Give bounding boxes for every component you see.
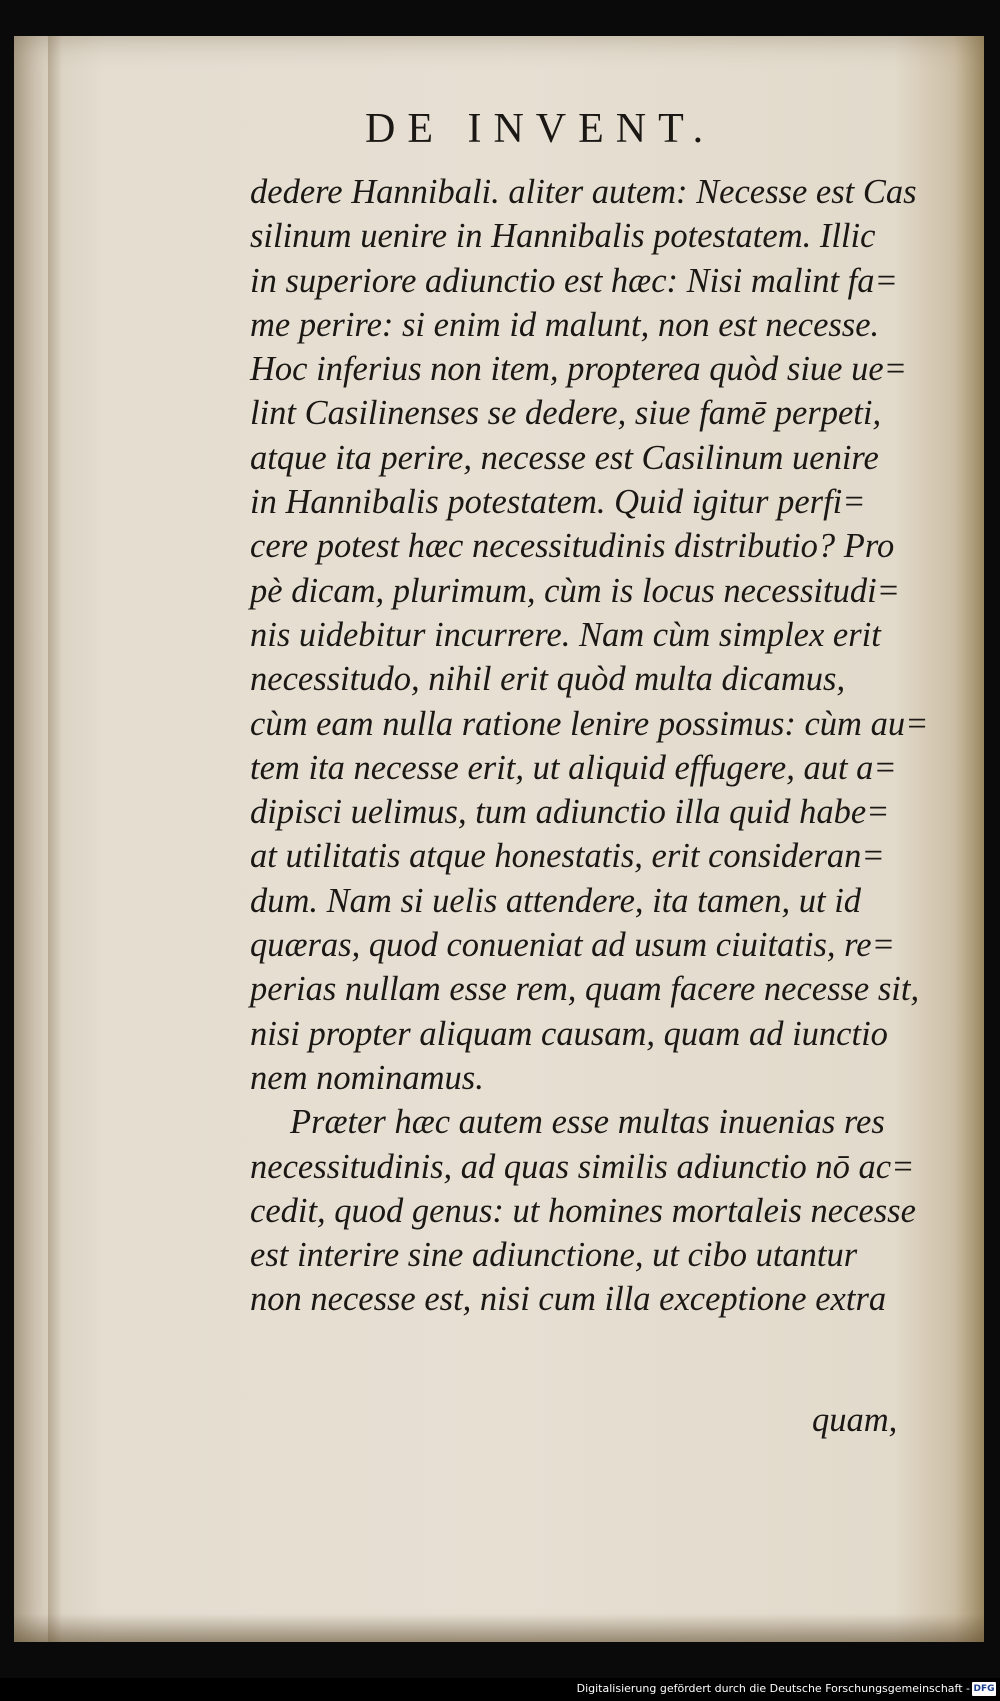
text-line: Præter hæc autem esse multas inuenias res xyxy=(290,1103,885,1142)
text-line: atque ita perire, necesse est Casilinum uenire xyxy=(250,438,879,477)
text-line: tem ita necesse erit, ut aliquid effugere, aut a= xyxy=(250,748,897,787)
text-line: silinum uenire in Hannibalis potestatem. Illic xyxy=(250,217,876,256)
text-line: at utilitatis atque honestatis, erit consideran= xyxy=(250,837,885,876)
text-line: necessitudo, nihil erit quòd multa dicamus, xyxy=(250,660,846,699)
text-line: est interire sine adiunctione, ut cibo utantur xyxy=(250,1236,858,1275)
text-line: Hoc inferius non item, propterea quòd siue ue= xyxy=(250,350,907,389)
body-text xyxy=(250,170,929,1322)
text-line: nis uidebitur incurrere. Nam cùm simplex erit xyxy=(250,615,881,654)
digitization-footer xyxy=(0,1678,1000,1701)
dfg-logo xyxy=(972,1682,996,1696)
text-line: non necesse est, nisi cum illa exceptione extra xyxy=(250,1280,887,1319)
text-line: dum. Nam si uelis attendere, ita tamen, ut id xyxy=(250,881,862,920)
footer-credit: Digitalisierung gefördert durch die Deutsche Forschungsgemeinschaft - xyxy=(576,1682,970,1695)
text-line: cere potest hæc necessitudinis distributio? Pro xyxy=(250,527,895,566)
text-line: me perire: si enim id malunt, non est necesse. xyxy=(250,305,880,344)
text-line: dipisci uelimus, tum adiunctio illa quid habe= xyxy=(250,793,890,832)
text-line: in Hannibalis potestatem. Quid igitur perfi= xyxy=(250,483,866,522)
text-line: perias nullam esse rem, quam facere necesse sit, xyxy=(250,970,920,1009)
catchword: quam, xyxy=(812,1401,898,1439)
text-line: cedit, quod genus: ut homines mortaleis necesse xyxy=(250,1191,916,1230)
text-line: nisi propter aliquam causam, quam ad iunctio xyxy=(250,1014,888,1053)
dfg-logo-text: DFG xyxy=(973,1684,995,1694)
text-line: necessitudinis, ad quas similis adiunctio nō ac= xyxy=(250,1147,915,1186)
text-line: lint Casilinenses se dedere, siue famē perpeti, xyxy=(250,394,882,433)
text-line: pè dicam, plurimum, cùm is locus necessitudi= xyxy=(250,571,900,610)
text-line: dedere Hannibali. aliter autem: Necesse est Cas xyxy=(250,173,917,211)
gutter-shadow xyxy=(48,36,62,1642)
text-line: in superiore adiunctio est hæc: Nisi malint fa= xyxy=(250,261,898,300)
running-header: DE INVENT. xyxy=(365,106,716,152)
text-line: nem nominamus. xyxy=(250,1058,484,1097)
text-line: cùm eam nulla ratione lenire possimus: cùm au= xyxy=(250,704,929,743)
text-line: quæras, quod conueniat ad usum ciuitatis, re= xyxy=(250,926,895,965)
